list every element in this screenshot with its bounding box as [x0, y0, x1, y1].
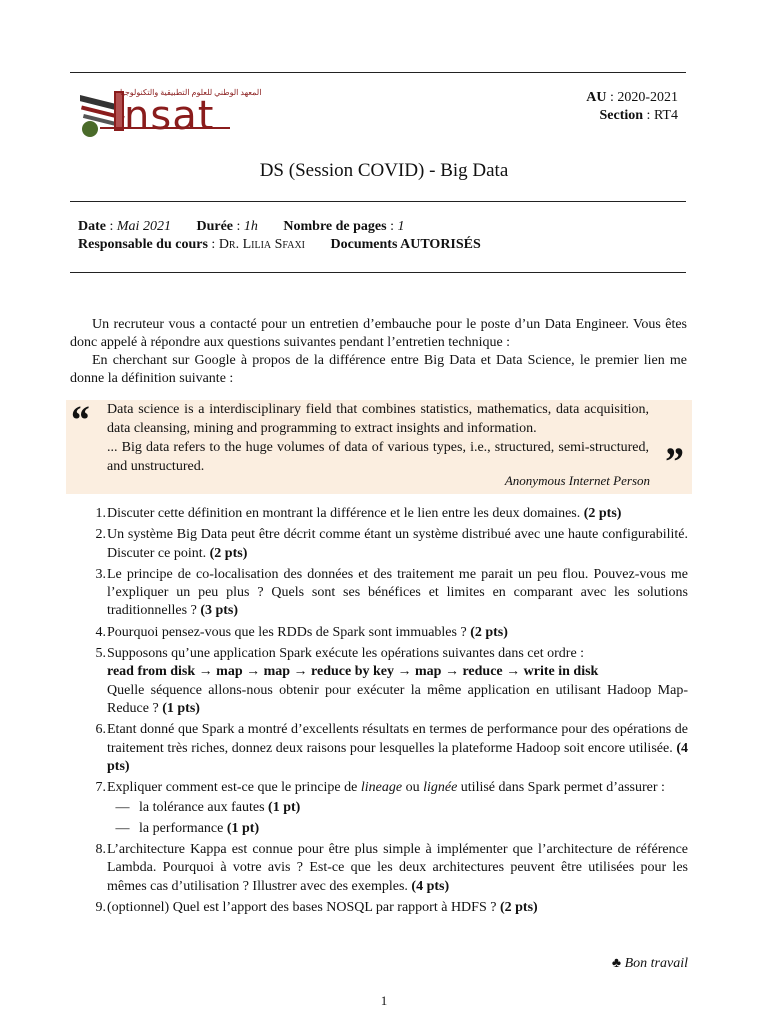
question-number: 6.: [95, 722, 106, 738]
dash-bullet: —: [115, 820, 130, 836]
sub-item-text: la tolérance aux fautes: [139, 800, 265, 816]
pages-label: Nombre de pages: [283, 219, 387, 234]
sub-item-body: [139, 799, 300, 817]
documents-label: Documents AUTORISÉS: [330, 237, 481, 252]
section-value: RT4: [653, 108, 678, 123]
question-list: [78, 505, 688, 920]
quote-text: [107, 400, 649, 476]
dash-bullet: —: [115, 800, 130, 816]
duree-value: 1h: [243, 219, 258, 234]
question-number: 9.: [95, 899, 106, 915]
intro-paragraph-2: En cherchant sur Google à propos de la différence entre Big Data et Data Science, le premier lien me donne la définition suivante :: [70, 353, 687, 386]
question-body: [107, 645, 688, 718]
question-points: (2 pts): [209, 545, 248, 561]
question-text-b: ou: [402, 780, 424, 796]
question-5: [78, 645, 688, 718]
academic-info: [586, 89, 678, 125]
question-2: [78, 526, 688, 563]
logo-arabic-text: المعهد الوطني للعلوم التطبيقية والتكنولوجيا: [120, 88, 262, 97]
question-text-2: Quelle séquence allons-nous obtenir pour exécuter la même application en utilisant Hadoop Map-Reduce ?: [107, 682, 688, 716]
question-number: 3.: [95, 566, 106, 582]
date-label: Date: [78, 219, 106, 234]
question-points: (2 pts): [583, 506, 622, 521]
question-number: 5.: [95, 646, 106, 662]
question-text: Pourquoi pensez-vous que les RDDs de Spark sont immuables ?: [107, 624, 467, 640]
question-body: [107, 721, 688, 776]
exam-info: [78, 218, 481, 254]
question-body: [107, 624, 688, 642]
question-body: [107, 526, 688, 563]
info-line-2: Responsable du cours : Dr. Lilia Sfaxi Documents AUTORISÉS: [78, 237, 481, 252]
question-text: (optionnel) Quel est l’apport des bases NOSQL par rapport à HDFS ?: [107, 899, 497, 915]
question-6: [78, 721, 688, 776]
question-8: [78, 841, 688, 896]
sub-item-body: [139, 820, 259, 838]
question-points: (2 pts): [499, 899, 538, 915]
au-value: 2020-2021: [617, 90, 678, 105]
question-text: Un système Big Data peut être décrit comme étant un système distribué avec une haute configurabilité. Discuter ce point.: [107, 527, 688, 561]
club-icon: ♣: [611, 956, 622, 971]
title-bottom-rule: [70, 201, 686, 202]
page-number: 1: [380, 993, 388, 1008]
question-text-continued: [107, 682, 688, 719]
question-text: L’architecture Kappa est connue pour être plus simple à implémenter que l’architecture de référence Lambda. Pourquoi à votre avis ? Est-ce que les deux architectures peuvent être utilisées pour les mêmes cas d’utilisation ? Illustrer avec des exemples.: [107, 842, 688, 894]
date-value: Mai 2021: [116, 219, 171, 234]
question-text: [107, 779, 688, 797]
question-text-a: Expliquer comment est-ce que le principe de: [107, 780, 361, 796]
sub-item: [106, 799, 688, 817]
quote-line-2: ... Big data refers to the huge volumes of data of various types, i.e., structured, semi-structured, and unstructured.: [107, 440, 649, 474]
question-points: (3 pts): [200, 603, 239, 619]
question-number: 8.: [95, 842, 106, 858]
question-number: 1.: [95, 506, 106, 521]
sub-item-points: (1 pt): [268, 800, 301, 816]
question-body: [107, 505, 688, 523]
closing-note: [612, 956, 688, 972]
info-line-1: Date : Mai 2021 Durée : 1h Nombre de pages : 1: [78, 219, 405, 234]
question-text: Etant donné que Spark a montré d’excellents résultats en termes de performance pour des opérations de traitement très riches, donnez deux raisons pour lesquelles la plateforme Hadoop soit encore utilisée.: [107, 722, 688, 756]
section-label: Section: [599, 108, 644, 123]
question-body: [107, 899, 688, 917]
question-number: 7.: [95, 780, 106, 796]
question-points: (4 pts): [107, 740, 688, 774]
question-text: Supposons qu’une application Spark exécute les opérations suivantes dans cet ordre :: [107, 646, 585, 662]
sub-item-points: (1 pt): [226, 820, 260, 836]
top-rule: [70, 72, 686, 73]
question-text: Discuter cette définition en montrant la différence et le lien entre les deux domaines.: [107, 506, 581, 521]
logo-wordmark: nsat: [124, 93, 215, 139]
insat-logo: [80, 85, 262, 139]
question-body: [107, 841, 688, 896]
question-points: (1 pts): [162, 700, 200, 716]
question-number: 4.: [95, 624, 106, 640]
question-1: [78, 505, 688, 523]
question-body: [107, 779, 688, 838]
sub-item-text: la performance: [139, 820, 224, 836]
question-7: [78, 779, 688, 838]
au-label: AU: [586, 90, 607, 105]
intro-paragraph-1: Un recruteur vous a contacté pour un entretien d’embauche pour le poste d’un Data Engineer. Vous êtes donc appelé à répondre aux questions suivantes pendant l’entretien technique :: [70, 317, 687, 350]
academic-year: AU : 2020-2021: [586, 90, 678, 105]
question-points: (4 pts): [411, 878, 450, 894]
question-number: 2.: [95, 527, 106, 543]
question-points: (2 pts): [470, 624, 508, 640]
quote-line-1: Data science is a interdisciplinary field that combines statistics, mathematics, data acquisition, data cleansing, mining and programming to extract insights and information.: [107, 402, 649, 436]
question-text-c: utilisé dans Spark permet d’assurer :: [457, 780, 665, 796]
exam-title: DS (Session COVID) - Big Data: [259, 160, 509, 181]
question-4: [78, 624, 688, 642]
pages-value: 1: [397, 219, 405, 234]
question-body: [107, 566, 688, 621]
operation-sequence: read from disk → map → map → reduce by key → map → reduce → write in disk: [107, 664, 599, 680]
open-quote-icon: “: [69, 397, 89, 442]
intro: [70, 316, 687, 388]
close-quote-icon: ”: [663, 439, 683, 484]
closing-text: Bon travail: [624, 956, 688, 971]
question-text: Le principe de co-localisation des données et des traitement me parait un peu flou. Pouvez-vous me l’expliquer un peu plus ? Quels sont ses bénéfices et limites en comparant avec les solutions traditionnelles ?: [107, 566, 688, 619]
term-lignee: lignée: [423, 780, 458, 796]
responsable-label: Responsable du cours: [78, 237, 208, 252]
term-lineage: lineage: [360, 780, 403, 796]
quote-box: [66, 397, 692, 494]
info-bottom-rule: [70, 272, 686, 273]
duree-label: Durée: [196, 219, 233, 234]
responsable-value: Dr. Lilia Sfaxi: [218, 237, 306, 252]
question-3: [78, 566, 688, 621]
quote-author: Anonymous Internet Person: [504, 473, 650, 488]
section: Section : RT4: [599, 108, 678, 123]
sub-item: [106, 820, 688, 838]
question-9: [78, 899, 688, 917]
